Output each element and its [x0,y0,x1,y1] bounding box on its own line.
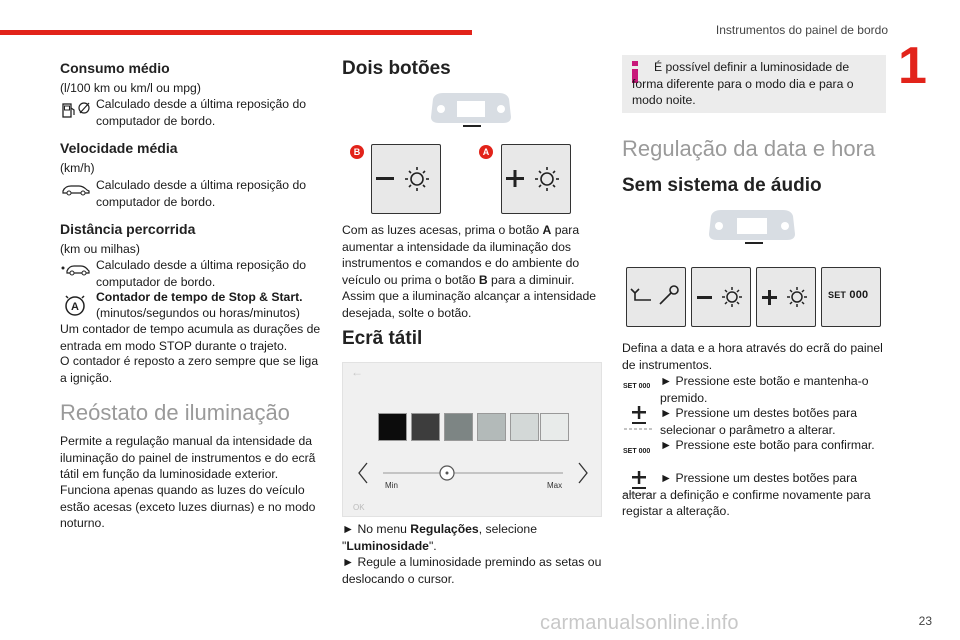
set-button-label: SET 000 [828,289,869,301]
slider-left-arrow [359,463,367,483]
label-b: B [350,145,364,159]
reostato-body: Permite a regulação manual da intensidade da iluminação do painel de instrumentos e do ecrã tátil em função da luminosidade exterior. [60,434,316,481]
fuel-consumption-icon [60,99,92,121]
button-decrease [691,267,751,327]
sun-icon [787,287,807,307]
watermark: carmanualsonline.info [540,612,739,634]
step-2: ► Pressione um destes botões para selecionar o parâmetro a alterar. [660,406,858,437]
button-b-decrease [371,144,441,214]
slider-max-label: Max [547,481,563,490]
heading-consumo: Consumo médio [60,60,170,76]
slider-min-label: Min [385,481,398,490]
set-icon-2: SET 000 [623,448,651,455]
button-set [821,267,881,327]
step-4: ► Pressione um destes botões para alterar a definição e confirme novamente para registar a alteração. [622,471,871,518]
minus-icon [376,177,394,180]
brightness-swatch-2 [411,413,440,441]
sun-icon [722,287,742,307]
header-red-bar [0,30,472,35]
stopstart-p1: Um contador de tempo acumula as durações de entrada em modo STOP durante o trajeto. [60,322,321,353]
stopstart-title: Contador de tempo de Stop & Start. [96,290,303,304]
running-header: Instrumentos do painel de bordo [715,23,888,37]
dashboard-graphic [427,91,515,131]
brightness-swatch-1 [378,413,407,441]
consumo-unit: (l/100 km ou km/l ou mpg) [60,81,201,95]
chapter-number: 1 [898,37,927,95]
sun-icon [405,167,429,191]
brightness-swatch-6 [540,413,569,441]
stopstart-detail: (minutos/segundos ou horas/minutos) [96,306,300,320]
button-a-increase [501,144,571,214]
plus-icon [506,170,524,187]
reostato-body2: Funciona apenas quando as luzes do veículo estão acesas (exceto luzes diurnas) e no modo noturno. [60,483,316,530]
heading-ecra-tatil: Ecrã tátil [342,328,423,349]
minus-icon [697,296,712,299]
touchscreen-mockup [342,362,602,517]
speed-car-icon [60,180,92,196]
set-icon-1: SET 000 [623,383,651,390]
page-number: 23 [918,614,932,628]
button-menu [626,267,686,327]
brightness-swatch-3 [444,413,473,441]
slider-right-arrow [579,463,587,483]
back-arrow-icon [631,289,651,300]
info-text: É possível definir a luminosidade de forma diferente para o modo dia e para o modo noite. [632,60,854,107]
back-arrow-icon: ← [351,365,363,379]
heading-distancia: Distância percorrida [60,221,196,237]
ecra-steps: ► No menu Regulações, selecione "Luminosidade". ► Regule a luminosidade premindo as setas ou deslocando o cursor. [342,522,602,586]
velocidade-unit: (km/h) [60,161,95,175]
heading-velocidade: Velocidade média [60,140,178,156]
svg-text:A: A [71,301,79,313]
brightness-swatch-4 [477,413,506,441]
heading-dois-botoes: Dois botões [342,58,451,79]
info-box [622,55,886,113]
step-1: ► Pressione este botão e mantenha-o premido. [660,374,869,405]
distancia-desc: Calculado desde a última reposição do computador de bordo. [96,258,307,289]
heading-regulacao: Regulação da data e hora [622,136,876,161]
wrench-icon [660,286,678,304]
stop-start-icon [60,294,90,318]
button-increase [756,267,816,327]
intro-text: Defina a data e a hora através do ecrã do painel de instrumentos. [622,341,883,372]
dois-botoes-text: Com as luzes acesas, prima o botão A para aumentar a intensidade da iluminação dos instrumentos e comandos e do ambiente do veículo ou prima o botão B para a diminuir. Assim que a iluminação alcançar a intensidade desejada, solte o botão. [342,223,597,320]
consumo-desc: Calculado desde a última reposição do computador de bordo. [96,97,307,128]
heading-sem-sistema: Sem sistema de áudio [622,175,822,196]
brightness-slider [343,459,603,489]
plus-minus-icon-1 [622,405,656,431]
heading-reostato: Reóstato de iluminação [60,400,290,425]
sun-icon [535,167,559,191]
distancia-unit: (km ou milhas) [60,242,140,256]
ok-label: OK [353,503,365,512]
velocidade-desc: Calculado desde a última reposição do computador de bordo. [96,178,307,209]
stopstart-p2: O contador é reposto a zero sempre que se liga a ignição. [60,354,319,385]
brightness-swatch-5 [510,413,539,441]
step-3: ► Pressione este botão para confirmar. [660,438,875,452]
plus-icon [762,290,777,305]
label-a: A [479,145,493,159]
distance-car-icon [60,260,92,276]
dashboard-graphic-2 [705,208,799,248]
